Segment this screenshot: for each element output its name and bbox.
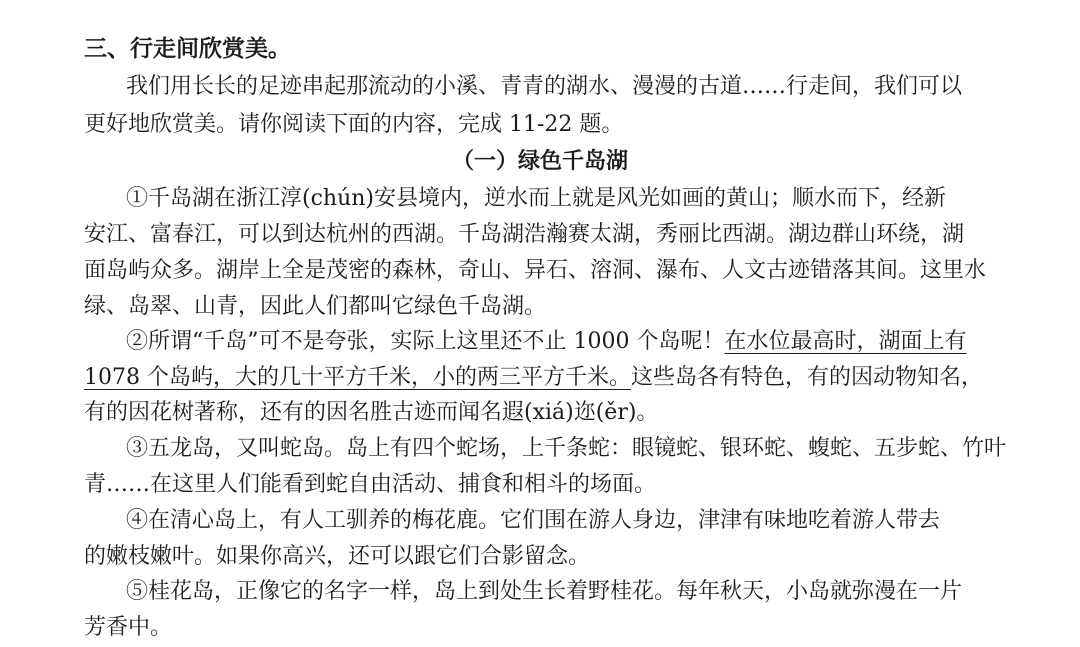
paragraph-1-line-3: 面岛屿众多。湖岸上全是茂密的森林，奇山、异石、溶洞、瀑布、人文古迹错落其间。这里水 [84, 258, 987, 283]
paragraph-2-plain-text-continued: 这些岛各有特色，有的因动物知名， [630, 365, 983, 390]
paragraph-2-line-3: 有的因花树著称，还有的因名胜古迹而闻名遐(xiá)迩(ěr)。 [84, 400, 659, 425]
paragraph-3-line-1: ③五龙岛，又叫蛇岛。岛上有四个蛇场，上千条蛇：眼镜蛇、银环蛇、蝮蛇、五步蛇、竹叶 [126, 436, 1007, 461]
paragraph-4-line-2: 的嫩枝嫩叶。如果你高兴，还可以跟它们合影留念。 [84, 544, 591, 569]
intro-line-2: 更好地欣赏美。请你阅读下面的内容，完成 11-22 题。 [84, 112, 624, 137]
paragraph-5-line-1: ⑤桂花岛，正像它的名字一样，岛上到处生长着野桂花。每年秋天，小岛就弥漫在一片 [126, 579, 963, 604]
paragraph-2-underlined-text: 在水位最高时，湖面上有 [724, 329, 967, 354]
intro-line-1: 我们用长长的足迹串起那流动的小溪、青青的湖水、漫漫的古道……行走间，我们可以 [126, 74, 963, 99]
paragraph-2-underlined-text-continued: 1078 个岛屿，大的几十平方千米，小的两三平方千米。 [84, 365, 631, 390]
paragraph-2-line-1 [126, 327, 967, 357]
paragraph-5-line-2: 芳香中。 [84, 615, 173, 640]
passage-title: （一）绿色千岛湖 [451, 149, 628, 174]
paragraph-1-line-1: ①千岛湖在浙江淳(chún)安县境内，逆水而上就是风光如画的黄山；顺水而下，经新 [126, 186, 946, 211]
paragraph-3-line-2: 青……在这里人们能看到蛇自由活动、捕食和相斗的场面。 [84, 472, 657, 497]
paragraph-2-line-2 [84, 363, 983, 393]
paragraph-1-line-4: 绿、岛翠、山青，因此人们都叫它绿色千岛湖。 [84, 294, 547, 319]
paragraph-1-line-2: 安江、富春江，可以到达杭州的西湖。千岛湖浩瀚赛太湖，秀丽比西湖。湖边群山环绕，湖 [84, 222, 965, 247]
section-heading: 三、行走间欣赏美。 [84, 36, 291, 62]
paragraph-2-plain-text: ②所谓“千岛”可不是夸张，实际上这里还不止 1000 个岛呢！ [126, 329, 725, 354]
paragraph-4-line-1: ④在清心岛上，有人工驯养的梅花鹿。它们围在游人身边，津津有味地吃着游人带去 [126, 508, 941, 533]
